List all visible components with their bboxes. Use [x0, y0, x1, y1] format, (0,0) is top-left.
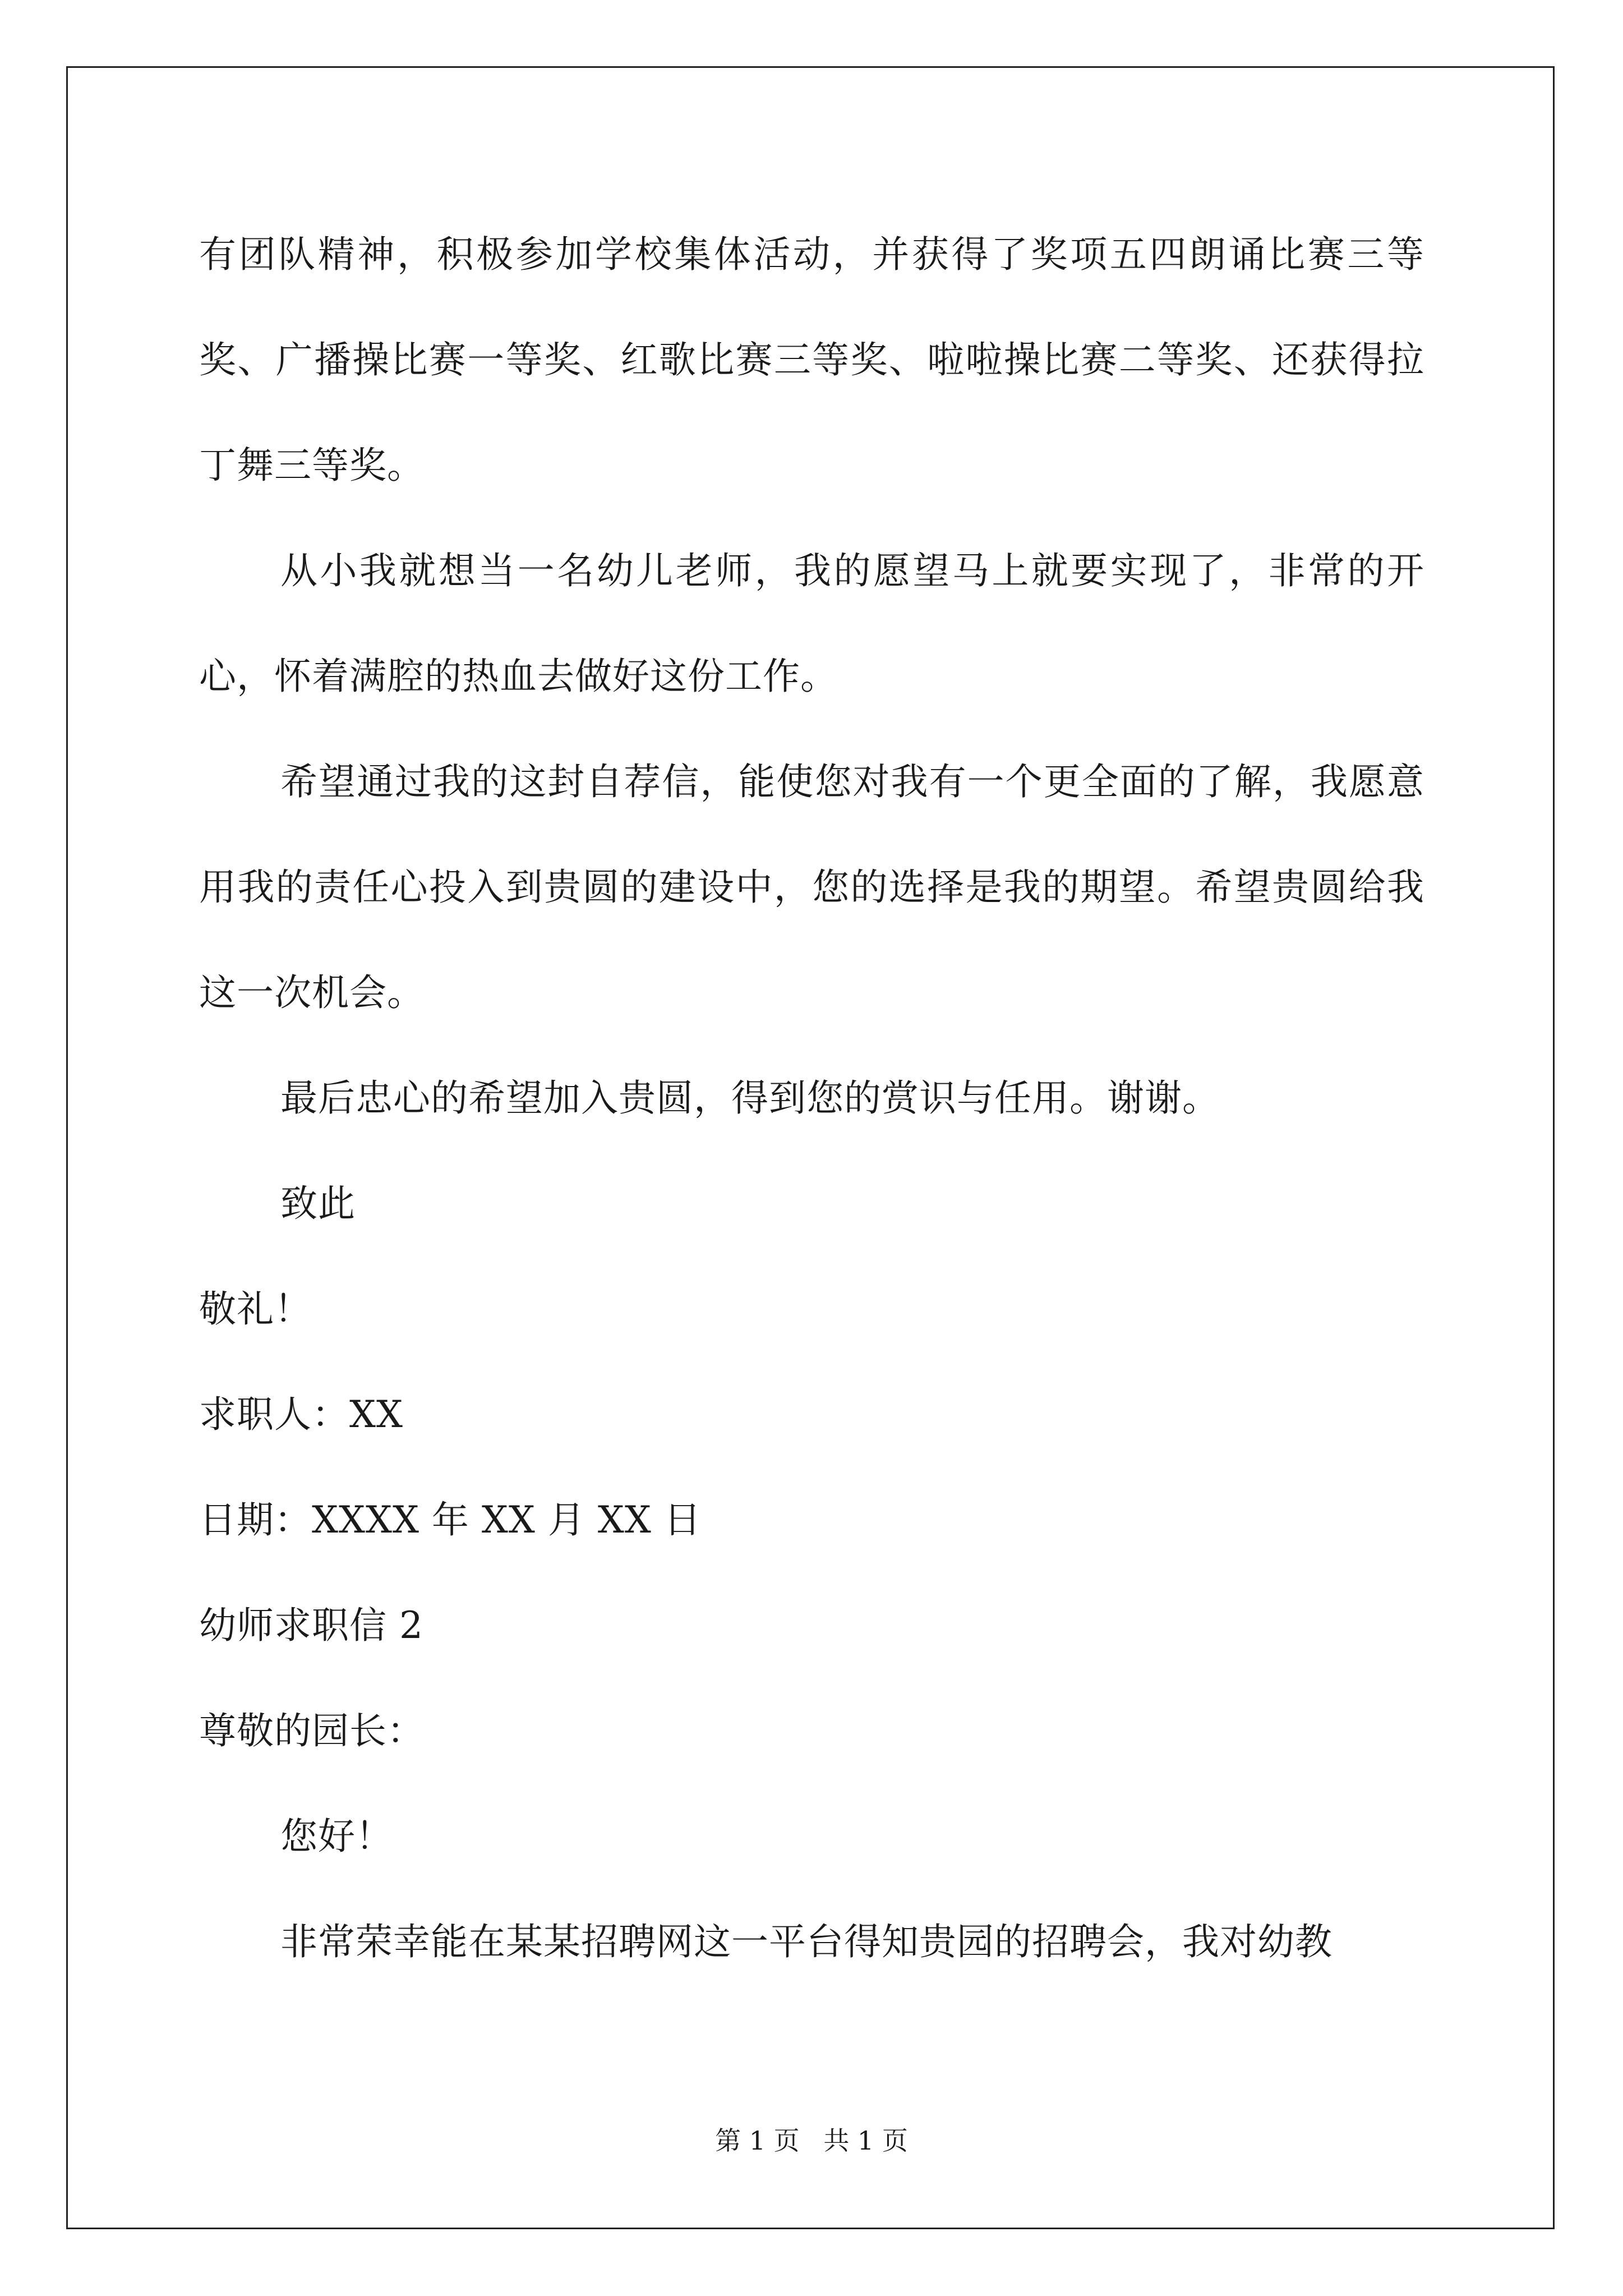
page-number: 第 1 页: [715, 2125, 800, 2156]
applicant-name: 求职人：XX: [199, 1393, 403, 1436]
paragraph: 最后忠心的希望加入贵圆，得到您的赏识与任用。谢谢。: [280, 1076, 1220, 1120]
closing-phrase: 致此: [280, 1182, 356, 1225]
date-line: 日期：XXXX 年 XX 月 XX 日: [199, 1498, 702, 1542]
greeting: 尊敬的园长：: [199, 1709, 425, 1752]
section-title: 幼师求职信 2: [199, 1604, 423, 1647]
page-footer: [0, 2120, 1623, 2157]
document-body: [199, 202, 1424, 1995]
page-total: 共 1 页: [823, 2125, 908, 2156]
salutation-closing: 敬礼！: [199, 1287, 312, 1331]
paragraph: 有团队精神，积极参加学校集体活动，并获得了奖项五四朗诵比赛三等奖、广播操比赛一等奖、红歌比赛三等奖、啦啦操比赛二等奖、还获得拉丁舞三等奖。: [199, 233, 1424, 487]
paragraph: 从小我就想当一名幼儿老师，我的愿望马上就要实现了，非常的开心，怀着满腔的热血去做好这份工作。: [199, 549, 1424, 698]
paragraph: 非常荣幸能在某某招聘网这一平台得知贵园的招聘会，我对幼教: [280, 1920, 1332, 1963]
greeting-hello: 您好！: [280, 1815, 393, 1858]
paragraph: 希望通过我的这封自荐信，能使您对我有一个更全面的了解，我愿意用我的责任心投入到贵圆的建设中，您的选择是我的期望。希望贵圆给我这一次机会。: [199, 760, 1424, 1014]
